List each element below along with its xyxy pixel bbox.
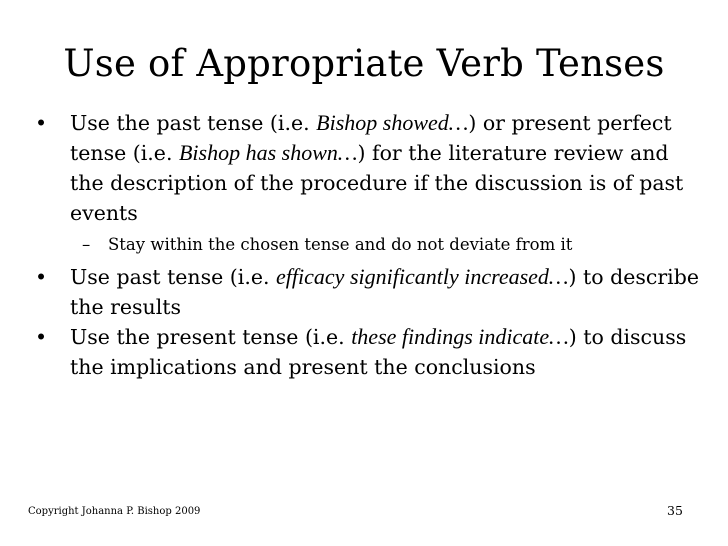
bullet-text: Use the past tense (i.e. [70, 111, 317, 135]
example-text: Bishop has shown… [178, 140, 358, 165]
bullet-item [28, 262, 704, 322]
page-number: 35 [667, 503, 683, 518]
sub-bullet-marker: – [82, 235, 91, 254]
slide-body [28, 108, 704, 382]
bullet-text: ) to describe the results [70, 265, 699, 319]
bullet-text: ) for the literature review and the description of the procedure if the discussion is of past events [70, 141, 684, 225]
bullet-item [28, 108, 704, 228]
slide-title: Use of Appropriate Verb Tenses [63, 42, 665, 85]
sub-bullet-text: Stay within the chosen tense and do not deviate from it [108, 235, 573, 254]
sub-bullet-item [28, 232, 704, 258]
copyright-footer: Copyright Johanna P. Bishop 2009 [28, 506, 201, 517]
bullet-text: ) or present perfect tense (i.e. [70, 111, 672, 165]
example-text: Bishop showed… [316, 110, 469, 135]
bullet-text: Use the present tense (i.e. [70, 325, 352, 349]
example-text: efficacy significantly increased… [276, 264, 569, 289]
bullet-text: Use past tense (i.e. [70, 265, 277, 289]
example-text: these findings indicate… [351, 324, 569, 349]
bullet-text: ) to discuss the implications and present the conclusions [70, 325, 687, 379]
bullet-marker: • [34, 265, 48, 289]
bullet-marker: • [34, 111, 48, 135]
bullet-item [28, 322, 704, 382]
bullet-marker: • [34, 325, 48, 349]
